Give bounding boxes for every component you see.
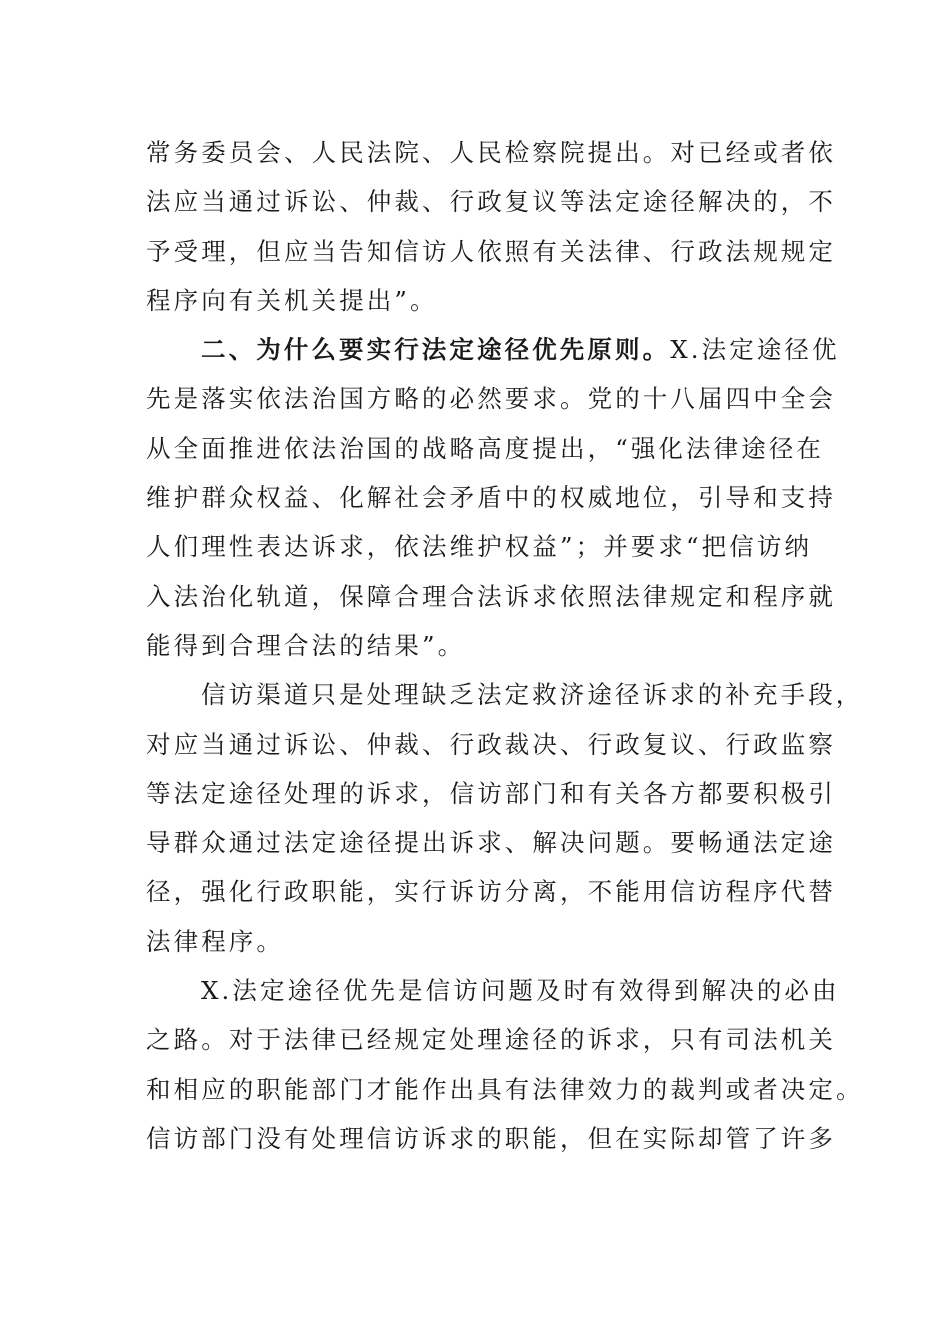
text-line: 维护群众权益、化解社会矛盾中的权威地位，引导和支持 xyxy=(146,483,836,513)
heading-trailing-text: X.法定途径优 xyxy=(670,335,840,365)
text-line: 从全面推进依法治国的战略高度提出，“强化法律途径在 xyxy=(146,433,825,463)
text-line: 法律程序。 xyxy=(146,926,284,956)
text-line: X.法定途径优先是信访问题及时有效得到解决的必由 xyxy=(201,976,840,1006)
section-heading: 二、为什么要实行法定途径优先原则。 xyxy=(201,335,671,365)
text-line: 对应当通过诉讼、仲裁、行政裁决、行政复议、行政监察 xyxy=(146,729,836,759)
text-line: 先是落实依法治国方略的必然要求。党的十八届四中全会 xyxy=(146,384,836,414)
text-line: 之路。对于法律已经规定处理途径的诉求，只有司法机关 xyxy=(146,1025,836,1055)
paragraph-1 xyxy=(146,128,836,325)
text-line: 能得到合理合法的结果”。 xyxy=(146,630,466,660)
text-line: 导群众通过法定途径提出诉求、解决问题。要畅通法定途 xyxy=(146,828,836,858)
text-line: 信访部门没有处理信访诉求的职能，但在实际却管了许多 xyxy=(146,1123,836,1153)
paragraph-2 xyxy=(146,325,840,670)
text-line: 和相应的职能部门才能作出具有法律效力的裁判或者决定。 xyxy=(146,1074,864,1104)
text-line: 入法治化轨道，保障合理合法诉求依照法律规定和程序就 xyxy=(146,581,836,611)
paragraph-3 xyxy=(146,670,864,966)
text-line xyxy=(146,325,840,374)
document-body xyxy=(146,128,864,1163)
text-line: 程序向有关机关提出”。 xyxy=(146,285,438,315)
text-line: 人们理性表达诉求，依法维护权益”；并要求“把信访纳 xyxy=(146,532,813,562)
text-line: 径，强化行政职能，实行诉访分离，不能用信访程序代替 xyxy=(146,877,836,907)
text-line: 予受理，但应当告知信访人依照有关法律、行政法规规定 xyxy=(146,236,836,266)
text-line: 信访渠道只是处理缺乏法定救济途径诉求的补充手段， xyxy=(201,680,864,710)
text-line: 常务委员会、人民法院、人民检察院提出。对已经或者依 xyxy=(146,138,836,167)
paragraph-4 xyxy=(146,966,864,1163)
text-line: 等法定途径处理的诉求，信访部门和有关各方都要积极引 xyxy=(146,778,836,808)
text-line: 法应当通过诉讼、仲裁、行政复议等法定途径解决的，不 xyxy=(146,187,836,217)
